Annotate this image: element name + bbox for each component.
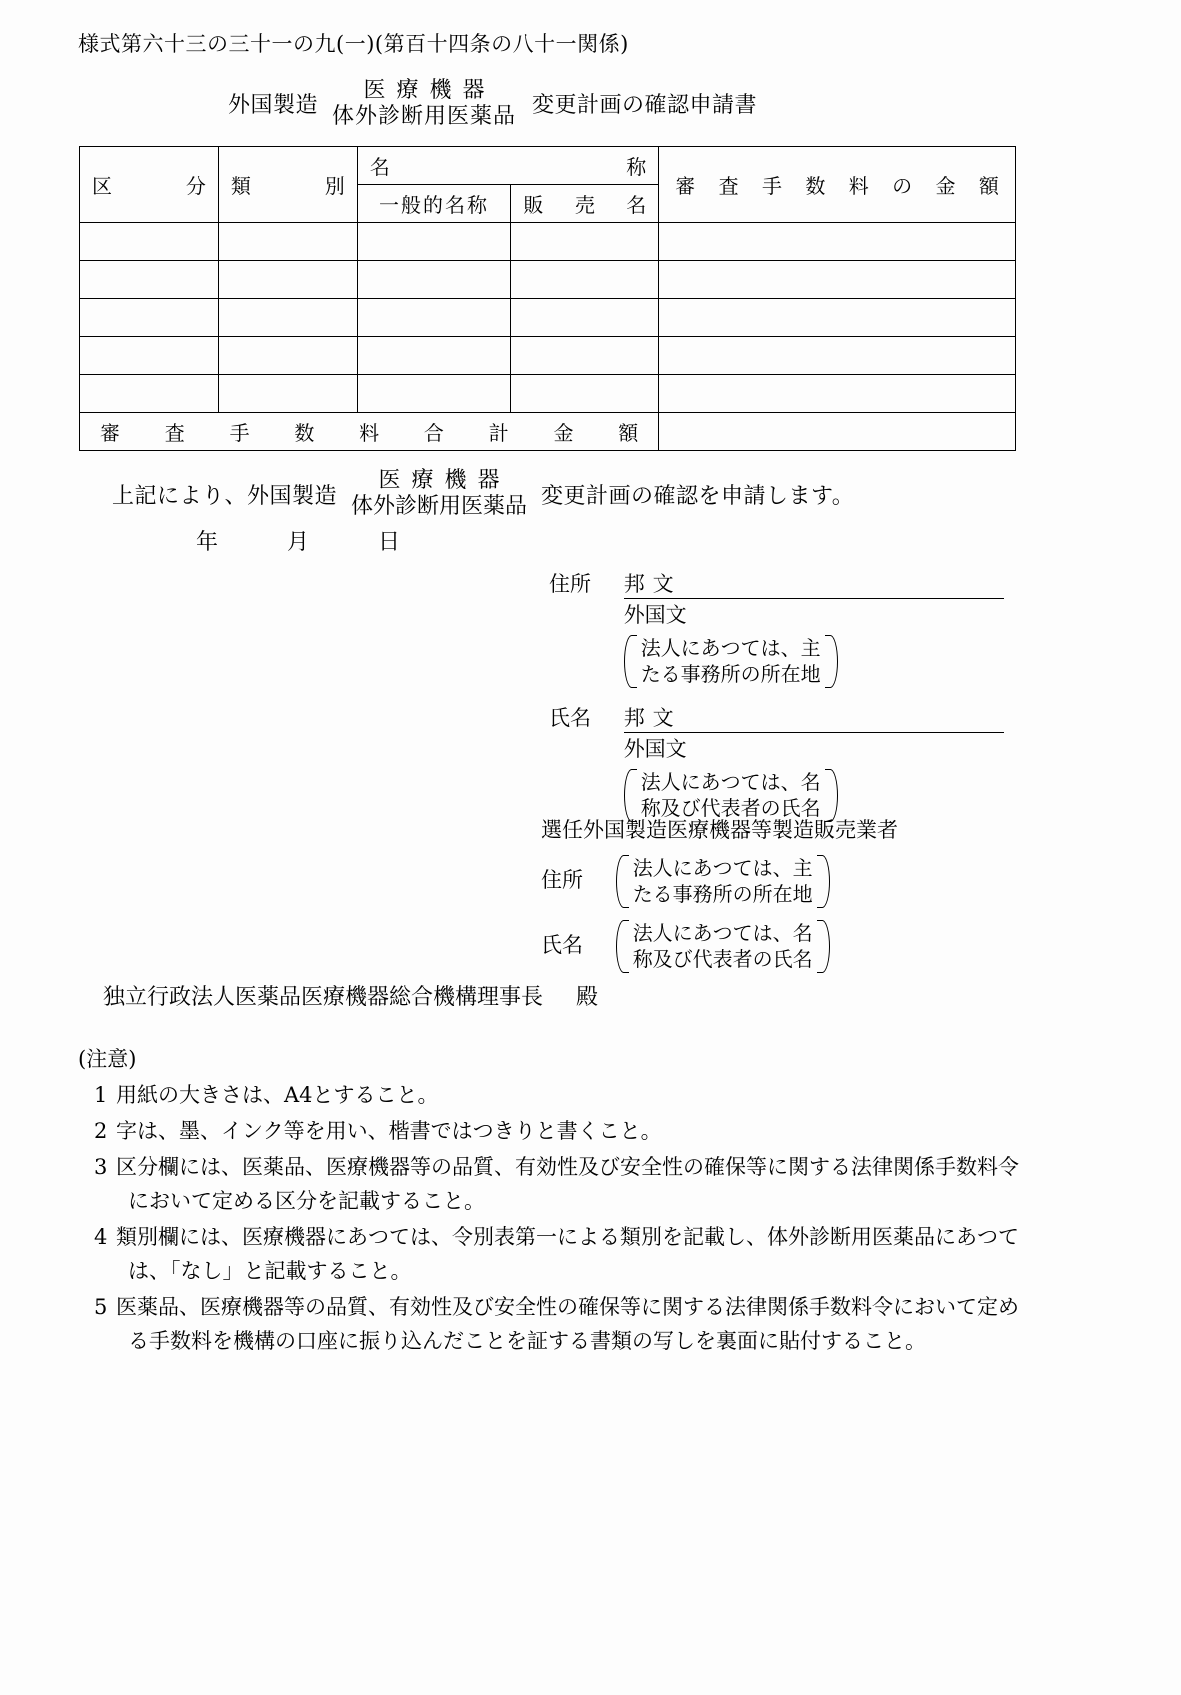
agent-name-note-line2: 称及び代表者の氏名 [632, 946, 813, 971]
apply-tail: 変更計画の確認を申請します。 [541, 483, 855, 509]
applicant-name-jp-label: 邦文 [623, 706, 682, 730]
cell-ruibetsu[interactable] [218, 299, 357, 337]
apply-category-medical-device: 医療機器 [378, 468, 511, 493]
cell-kubun[interactable] [80, 299, 219, 337]
cell-ruibetsu[interactable] [218, 223, 357, 261]
heading-category-medical-device: 医療機器 [363, 78, 496, 103]
cell-ruibetsu[interactable] [218, 337, 357, 375]
cell-fee[interactable] [659, 223, 1016, 261]
agent-name-label: 氏名 [541, 933, 583, 958]
header-brand-char-3: 名 [626, 193, 647, 217]
brace-right-icon [817, 920, 830, 973]
cell-fee[interactable] [659, 299, 1016, 337]
cell-brand-name[interactable] [511, 299, 659, 337]
agent-address-block [541, 855, 830, 908]
applicant-name-foreign-label: 外国文 [623, 737, 687, 761]
note-item [78, 1220, 1019, 1288]
apply-category-ivd: 体外診断用医薬品 [351, 494, 528, 520]
agent-name-block [541, 920, 830, 973]
cell-generic-name[interactable] [357, 223, 511, 261]
heading-category-ivd: 体外診断用医薬品 [332, 103, 517, 129]
agent-name-note-line1: 法人にあつては、名 [632, 921, 813, 945]
apply-lead: 上記により、外国製造 [112, 483, 338, 509]
cell-brand-name[interactable] [511, 261, 659, 299]
header-fee-amount: 審 査 手 数 料 の 金 額 [659, 147, 1016, 223]
note-text [116, 1290, 1019, 1358]
agent-name-note [616, 920, 830, 973]
header-kubun-char-2: 分 [185, 174, 206, 198]
note-text [116, 1220, 1019, 1288]
table-row[interactable] [80, 337, 1016, 375]
form-number: 様式第六十三の三十一の九(一)(第百十四条の八十一関係) [78, 32, 629, 56]
header-name-char-1: 名 [369, 155, 390, 179]
header-brand-name [511, 185, 659, 223]
brace-right-icon [825, 635, 838, 688]
notes-title: (注意) [78, 1047, 137, 1071]
header-ruibetsu-char-1: 類 [230, 174, 251, 198]
heading-lead: 外国製造 [228, 93, 319, 119]
applicant-name-block [549, 702, 1004, 827]
applicant-address-note-line2: たる事務所の所在地 [640, 661, 821, 686]
cell-generic-name[interactable] [357, 261, 511, 299]
applicant-name-note-line1: 法人にあつては、名 [640, 770, 821, 794]
cell-ruibetsu[interactable] [218, 375, 357, 413]
note-line-1: 医薬品、医療機器等の品質、有効性及び安全性の確保等に関する法律関係手数料令において定め [116, 1295, 1019, 1320]
addressee-line [103, 980, 598, 1011]
note-line-2: において定める区分を記載すること。 [128, 1189, 485, 1214]
note-item [78, 1290, 1019, 1358]
cell-kubun[interactable] [80, 261, 219, 299]
cell-kubun[interactable] [80, 223, 219, 261]
agent-address-note-line1: 法人にあつては、主 [632, 856, 813, 880]
agent-address-label: 住所 [541, 868, 583, 893]
selected-agent-title: 選任外国製造医療機器等製造販売業者 [541, 818, 898, 842]
header-kubun [80, 147, 219, 223]
date-year-label: 年 [196, 530, 219, 555]
cell-kubun[interactable] [80, 375, 219, 413]
applicant-address-label: 住所 [549, 572, 591, 596]
fee-table [79, 146, 1016, 451]
note-line-1: 字は、墨、インク等を用い、楷書ではつきりと書くこと。 [116, 1119, 662, 1144]
cell-brand-name[interactable] [511, 337, 659, 375]
applicant-address-block [549, 568, 1004, 693]
header-ruibetsu [218, 147, 357, 223]
note-item [78, 1078, 1019, 1112]
note-number: 2 [94, 1119, 108, 1144]
applicant-address-foreign-label: 外国文 [623, 603, 687, 627]
note-number: 5 [94, 1295, 108, 1320]
table-row[interactable] [80, 375, 1016, 413]
date-month-label: 月 [287, 530, 310, 555]
addressee-text: 独立行政法人医薬品医療機器総合機構理事長 [103, 985, 544, 1010]
cell-brand-name[interactable] [511, 375, 659, 413]
note-number: 4 [94, 1225, 108, 1250]
brace-left-icon [616, 855, 629, 908]
cell-ruibetsu[interactable] [218, 261, 357, 299]
note-line-1: 用紙の大きさは、A4とすること。 [116, 1083, 439, 1108]
notes-section [78, 1042, 1019, 1358]
date-day-label: 日 [378, 530, 401, 555]
header-brand-char-2: 売 [574, 193, 595, 217]
applicant-name-label: 氏名 [549, 706, 591, 730]
table-row[interactable] [80, 261, 1016, 299]
date-line[interactable] [196, 525, 462, 556]
header-kubun-char-1: 区 [92, 174, 112, 198]
cell-fee[interactable] [659, 337, 1016, 375]
brace-left-icon [624, 635, 637, 688]
note-line-1: 区分欄には、医薬品、医療機器等の品質、有効性及び安全性の確保等に関する法律関係手数料令 [116, 1155, 1019, 1180]
applicant-address-jp-label: 邦文 [623, 572, 682, 596]
cell-kubun[interactable] [80, 337, 219, 375]
note-item [78, 1150, 1019, 1218]
agent-address-note [616, 855, 830, 908]
applicant-address-jp-field[interactable] [624, 568, 1004, 599]
applicant-address-note-line1: 法人にあつては、主 [640, 636, 821, 660]
agent-address-note-line2: たる事務所の所在地 [632, 881, 813, 906]
header-name-char-2: 称 [626, 155, 647, 179]
cell-generic-name[interactable] [357, 375, 511, 413]
total-value-cell[interactable] [659, 413, 1016, 451]
heading-category-stack [332, 78, 516, 130]
applicant-name-jp-field[interactable] [624, 702, 1004, 733]
note-line-1: 類別欄には、医療機器にあつては、令別表第一による類別を記載し、体外診断用医薬品にあつて [116, 1225, 1019, 1250]
note-text [116, 1078, 439, 1112]
brace-left-icon [616, 920, 629, 973]
header-ruibetsu-char-2: 別 [324, 174, 345, 198]
note-text [116, 1114, 662, 1148]
heading-tail: 変更計画の確認申請書 [532, 93, 758, 119]
note-number: 1 [94, 1083, 108, 1108]
document-heading [228, 78, 757, 130]
table-header-row [80, 147, 1016, 185]
cell-generic-name[interactable] [357, 299, 511, 337]
table-row[interactable] [80, 223, 1016, 261]
note-number: 3 [94, 1155, 108, 1180]
applicant-name-note-line2: 称及び代表者の氏名 [640, 795, 821, 820]
table-row[interactable] [80, 299, 1016, 337]
table-total-row [80, 413, 1016, 451]
addressee-honorific: 殿 [576, 985, 599, 1010]
applicant-address-note [624, 635, 838, 688]
note-text [116, 1150, 1019, 1218]
total-label: 審 査 手 数 料 合 計 金 額 [80, 413, 659, 451]
note-line-2: は、「なし」と記載すること。 [128, 1259, 412, 1284]
note-line-2: る手数料を機構の口座に振り込んだことを証する書類の写しを裏面に貼付すること。 [128, 1329, 926, 1354]
cell-fee[interactable] [659, 261, 1016, 299]
apply-category-stack [351, 468, 527, 521]
header-generic-name: 一般的名称 [357, 185, 511, 223]
brace-right-icon [817, 855, 830, 908]
header-brand-char-1: 販 [523, 193, 544, 217]
apply-statement [112, 468, 854, 521]
cell-generic-name[interactable] [357, 337, 511, 375]
cell-brand-name[interactable] [511, 223, 659, 261]
cell-fee[interactable] [659, 375, 1016, 413]
note-item [78, 1114, 1019, 1148]
header-name [357, 147, 659, 185]
